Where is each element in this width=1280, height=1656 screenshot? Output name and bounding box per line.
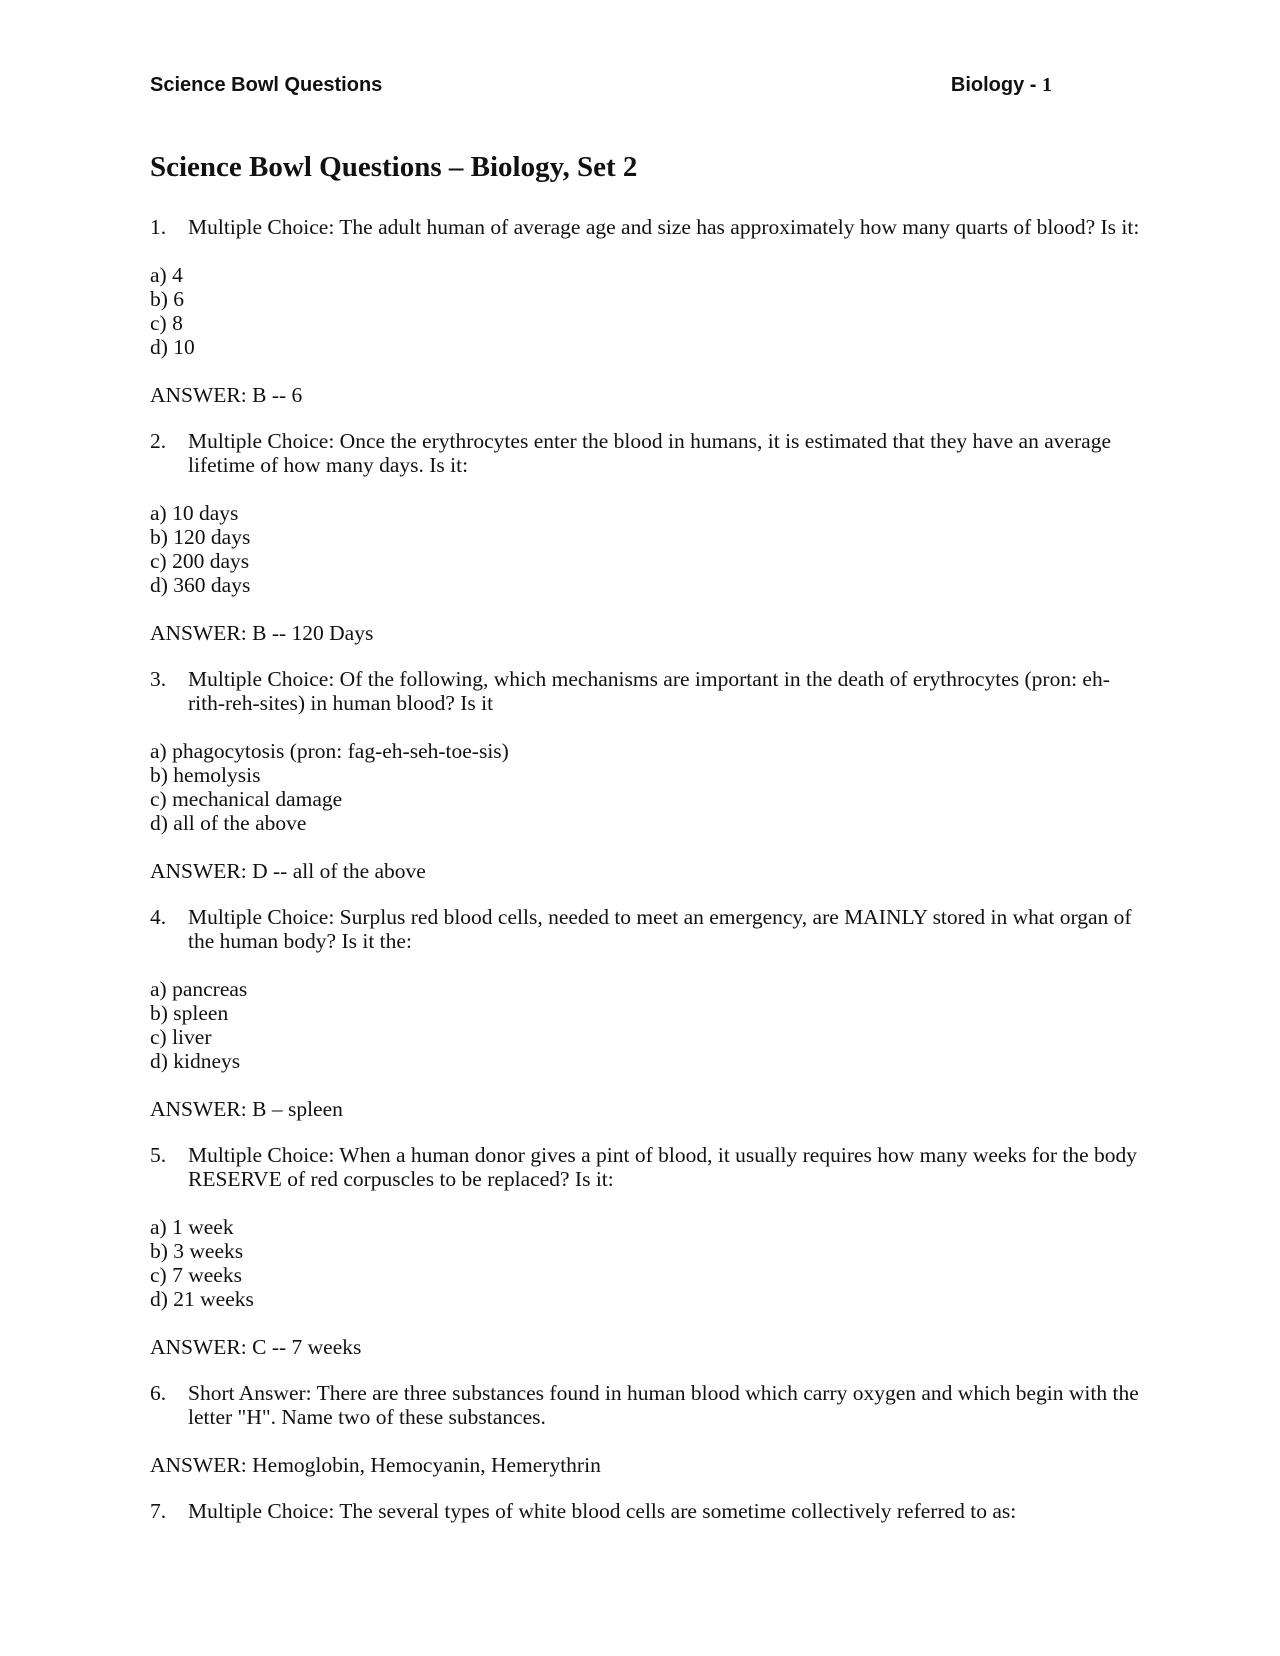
choice: d) kidneys <box>150 1049 241 1073</box>
choice: b) 6 <box>150 287 185 311</box>
header-right <box>951 73 1052 97</box>
choice-list <box>150 1215 1140 1311</box>
choice: d) 21 weeks <box>150 1287 254 1311</box>
choice: a) phagocytosis (pron: fag-eh-seh-toe-sis) <box>150 739 509 763</box>
header-left: Science Bowl Questions <box>150 74 383 96</box>
question-text: Multiple Choice: Once the erythrocytes enter the blood in humans, it is estimated that they have an average lifetime of how many days. Is it: <box>188 429 1112 477</box>
choice: c) 200 days <box>150 549 250 573</box>
choice: c) liver <box>150 1025 212 1049</box>
question-block <box>150 667 1140 883</box>
question-text: Multiple Choice: When a human donor gives a pint of blood, it usually requires how many weeks for the body RESERVE of red corpuscles to be replaced? Is it: <box>188 1143 1138 1191</box>
question-text: Short Answer: There are three substances found in human blood which carry oxygen and which begin with the letter "H". Name two of these substances. <box>188 1381 1139 1429</box>
answer: ANSWER: D -- all of the above <box>150 859 426 883</box>
choice-list <box>150 977 1140 1073</box>
choice: d) 360 days <box>150 573 251 597</box>
question-block <box>150 1499 1140 1523</box>
question-block <box>150 905 1140 1121</box>
answer: ANSWER: B -- 6 <box>150 383 303 407</box>
answer: ANSWER: C -- 7 weeks <box>150 1335 362 1359</box>
question-block <box>150 1381 1140 1477</box>
choice: d) all of the above <box>150 811 307 835</box>
question <box>150 905 1140 953</box>
choice: b) hemolysis <box>150 763 261 787</box>
question-number: 3. <box>150 667 167 691</box>
question <box>150 1381 1140 1429</box>
question-number: 4. <box>150 905 167 929</box>
choice-list <box>150 739 1140 835</box>
choice: a) 1 week <box>150 1215 234 1239</box>
answer: ANSWER: B – spleen <box>150 1097 343 1121</box>
question-number: 5. <box>150 1143 167 1167</box>
choice: d) 10 <box>150 335 195 359</box>
question-text: Multiple Choice: Surplus red blood cells, needed to meet an emergency, are MAINLY stored in what organ of the human body? Is it the: <box>188 905 1132 953</box>
choice: b) 120 days <box>150 525 251 549</box>
choice: b) 3 weeks <box>150 1239 244 1263</box>
question <box>150 1143 1140 1191</box>
question <box>150 215 1140 239</box>
choice: c) 8 <box>150 311 183 335</box>
question-text: Multiple Choice: The several types of white blood cells are sometime collectively referred to as: <box>188 1499 1017 1523</box>
choice-list <box>150 501 1140 597</box>
choice: c) 7 weeks <box>150 1263 242 1287</box>
answer: ANSWER: Hemoglobin, Hemocyanin, Hemerythrin <box>150 1453 601 1477</box>
question-text: Multiple Choice: The adult human of average age and size has approximately how many quarts of blood? Is it: <box>188 215 1140 239</box>
question-number: 2. <box>150 429 167 453</box>
question-list <box>150 215 1140 1545</box>
question-number: 6. <box>150 1381 167 1405</box>
choice: b) spleen <box>150 1001 229 1025</box>
question <box>150 1499 1140 1523</box>
choice: c) mechanical damage <box>150 787 343 811</box>
question-number: 1. <box>150 215 167 239</box>
question-block <box>150 429 1140 645</box>
question-text: Multiple Choice: Of the following, which mechanisms are important in the death of erythrocytes (pron: eh-rith-reh-sites) in human blood? Is it <box>188 667 1110 715</box>
document-title: Science Bowl Questions – Biology, Set 2 <box>150 151 638 183</box>
question-block <box>150 215 1140 407</box>
choice: a) 4 <box>150 263 183 287</box>
page-number: 1 <box>1042 74 1052 96</box>
question-number: 7. <box>150 1499 167 1523</box>
choice: a) 10 days <box>150 501 239 525</box>
choice: a) pancreas <box>150 977 248 1001</box>
header-section-label: Biology - <box>950 74 1042 96</box>
question <box>150 667 1140 715</box>
choice-list <box>150 263 1140 359</box>
question <box>150 429 1140 477</box>
answer: ANSWER: B -- 120 Days <box>150 621 374 645</box>
question-block <box>150 1143 1140 1359</box>
